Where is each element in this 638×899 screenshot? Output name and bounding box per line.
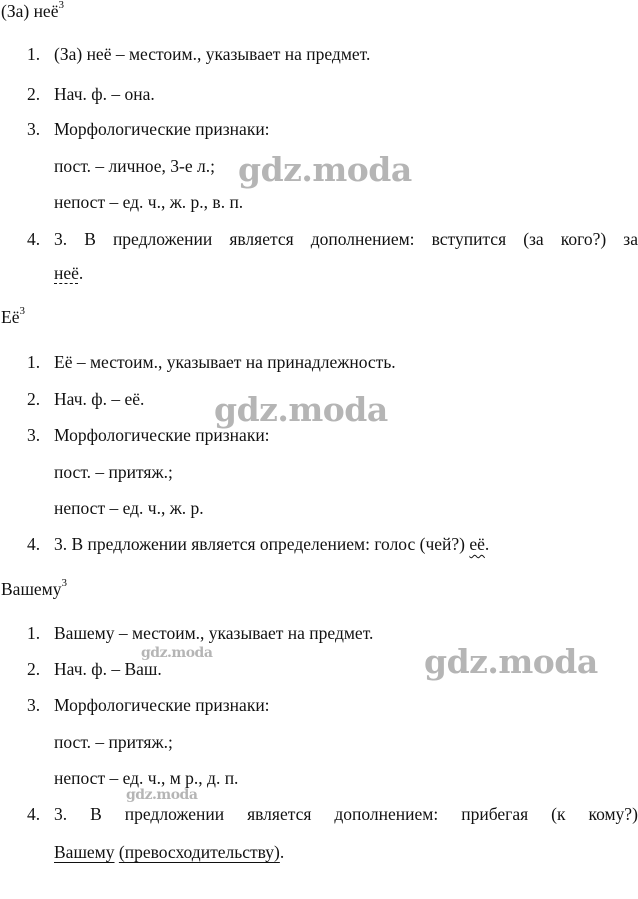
sub-line: непост – ед. ч., ж. р.	[54, 498, 204, 518]
section-heading: (За) неё$^3$	[1, 0, 64, 21]
sub-line: непост – ед. ч., м р., д. п.	[54, 768, 239, 788]
underlined-word: неё	[54, 263, 79, 283]
watermark: gdz.moda	[238, 150, 412, 189]
watermark: gdz.moda	[424, 642, 598, 681]
justified-line: 3. В предложении является дополнением: прибегая (к кому?)	[54, 804, 638, 824]
continuation-line: Вашему (превосходительству).	[54, 842, 285, 862]
section-heading: Вашему$^3$	[1, 577, 68, 599]
underlined-word: её	[469, 534, 485, 554]
section-heading: $Её^3$	[1, 305, 25, 327]
sub-line: пост. – личное, 3-е л.;	[54, 156, 215, 176]
sub-line: пост. – притяж.;	[54, 462, 173, 482]
sub-line: непост – ед. ч., ж. р., в. п.	[54, 192, 244, 212]
justified-line: 3. В предложении является дополнением: вступится (за кого?) за	[54, 229, 638, 249]
underlined-word: Вашему	[54, 842, 115, 862]
sub-line: пост. – притяж.;	[54, 732, 173, 752]
continuation-line: неё.	[54, 263, 84, 283]
underlined-word: (превосходительству)	[118, 842, 280, 862]
watermark: gdz.moda	[126, 787, 198, 803]
watermark: gdz.moda	[141, 645, 213, 661]
watermark: gdz.moda	[214, 390, 388, 429]
